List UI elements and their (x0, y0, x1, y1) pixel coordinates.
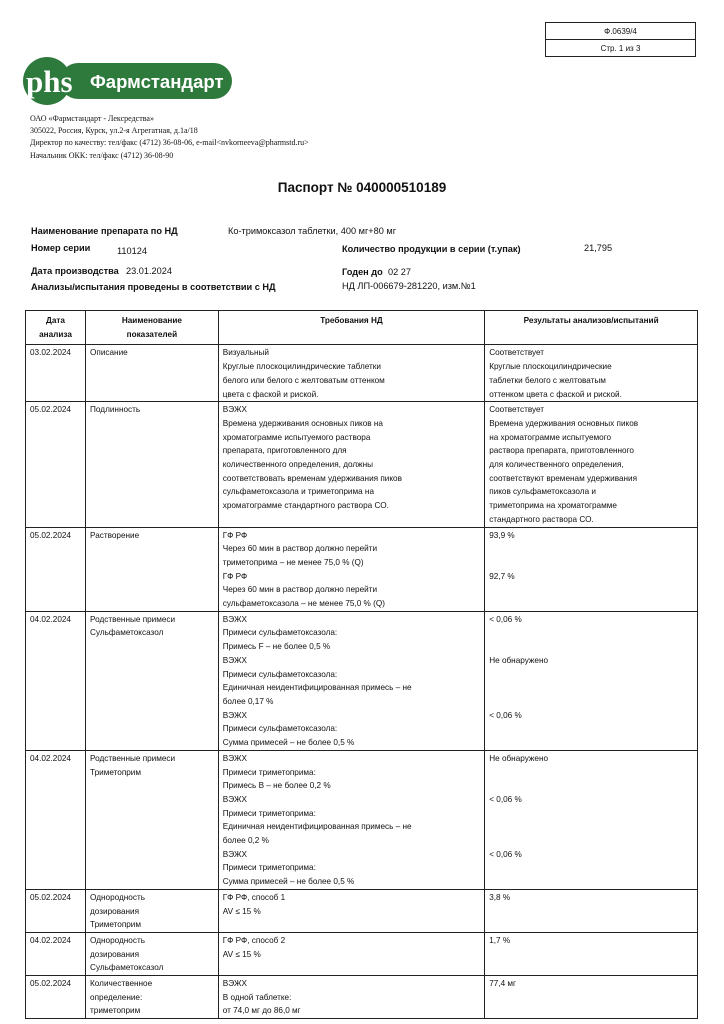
company-name: ОАО «Фармстандарт - Лексредства» (30, 114, 154, 123)
cell-indicator: Родственные примеси Сульфаметоксазол (86, 611, 219, 750)
header-date: Дата анализа (26, 311, 86, 345)
cell-requirements: ГФ РФ Через 60 мин в раствор должно перейти триметоприма – не менее 75,0 % (Q) ГФ РФ Через 60 мин в раствор должно перейти сульфаметоксазола – не менее 75,0 % (Q) (218, 527, 484, 611)
table-row (26, 750, 698, 889)
cell-requirements: ГФ РФ, способ 2 AV ≤ 15 % (218, 932, 484, 975)
production-date-label: Дата производства (31, 266, 119, 276)
expiry-value: 02 27 (388, 267, 411, 277)
logo-mark: phs (26, 64, 73, 99)
table-row (26, 976, 698, 1019)
table-row (26, 402, 698, 527)
cell-indicator: Однородность дозирования Триметоприм (86, 889, 219, 932)
page-counter: Стр. 1 из 3 (546, 40, 696, 57)
cell-results: Соответствует Времена удерживания основных пиков на хроматограмме испытуемого раствора препарата, приготовленного для количественного определения, соответствуют временам удерживания пиков сульфаметоксазола и триметоприма на хроматограмме стандартного раствора СО. (485, 402, 698, 527)
cell-requirements: ВЭЖХ Примеси сульфаметоксазола: Примесь F – не более 0,5 % ВЭЖХ Примеси сульфаметоксазола: Единичная неидентифицированная примесь – не более 0,17 % ВЭЖХ Примеси сульфаметоксазола: Сумма примесей – не более 0,5 % (218, 611, 484, 750)
cell-indicator: Однородность дозирования Сульфаметоксазол (86, 932, 219, 975)
passport-title: Паспорт № 040000510189 (277, 180, 447, 195)
production-date-value: 23.01.2024 (126, 266, 172, 276)
cell-results: Соответствует Круглые плоскоцилиндрические таблетки белого с желтоватым оттенком цвета с фаской и риской. (485, 345, 698, 402)
table-row (26, 611, 698, 750)
analysis-label: Анализы/испытания проведены в соответствии с НД (31, 282, 276, 292)
cell-results: Не обнаружено < 0,06 % < 0,06 % (485, 750, 698, 889)
header-requirements: Требования НД (218, 311, 484, 345)
product-value: Ко-тримоксазол таблетки, 400 мг+80 мг (228, 226, 397, 236)
table-row (26, 932, 698, 975)
product-label: Наименование препарата по НД (31, 226, 178, 236)
quantity-label: Количество продукции в серии (т.упак) (342, 244, 521, 254)
form-code-box (545, 22, 696, 57)
cell-date: 05.02.2024 (26, 527, 86, 611)
analysis-table (25, 310, 698, 1019)
analysis-value: НД ЛП-006679-281220, изм.№1 (342, 281, 476, 291)
cell-requirements: Визуальный Круглые плоскоцилиндрические таблетки белого или белого с желтоватым оттенком цвета с фаской и риской. (218, 345, 484, 402)
cell-date: 04.02.2024 (26, 611, 86, 750)
cell-indicator: Количественное определение: триметоприм (86, 976, 219, 1019)
cell-results: 93,9 % 92,7 % (485, 527, 698, 611)
cell-date: 05.02.2024 (26, 402, 86, 527)
cell-date: 04.02.2024 (26, 932, 86, 975)
table-row (26, 889, 698, 932)
cell-date: 03.02.2024 (26, 345, 86, 402)
cell-results: 77,4 мг (485, 976, 698, 1019)
header-results: Результаты анализов/испытаний (485, 311, 698, 345)
company-info (30, 113, 309, 162)
cell-requirements: ВЭЖХ Времена удерживания основных пиков на хроматограмме испытуемого раствора препарата, приготовленного для количественного определения, должны соответствовать временам удерживания пиков сульфаметоксазола и триметоприма на хроматограмме стандартного раствора СО. (218, 402, 484, 527)
table-row (26, 345, 698, 402)
company-address: 305022, Россия, Курск, ул.2-я Агрегатная, д.1а/18 (30, 126, 198, 136)
table-header-row (26, 311, 698, 345)
cell-requirements: ВЭЖХ Примеси триметоприма: Примесь B – не более 0,2 % ВЭЖХ Примеси триметоприма: Единичная неидентифицированная примесь – не более 0,2 % ВЭЖХ Примеси триметоприма: Сумма примесей – не более 0,5 % (218, 750, 484, 889)
cell-results: < 0,06 % Не обнаружено < 0,06 % (485, 611, 698, 750)
cell-indicator: Описание (86, 345, 219, 402)
cell-date: 05.02.2024 (26, 889, 86, 932)
cell-indicator: Родственные примеси Триметоприм (86, 750, 219, 889)
cell-requirements: ГФ РФ, способ 1 AV ≤ 15 % (218, 889, 484, 932)
cell-requirements: ВЭЖХ В одной таблетке: от 74,0 мг до 86,0 мг (218, 976, 484, 1019)
series-value: 110124 (117, 246, 147, 256)
table-row (26, 527, 698, 611)
header-indicator: Наименование показателей (86, 311, 219, 345)
qc-head-contact: Начальник ОКК: тел/факс (4712) 36-08-90 (30, 150, 174, 160)
cell-date: 04.02.2024 (26, 750, 86, 889)
cell-results: 1,7 % (485, 932, 698, 975)
pharmstandard-logo (22, 56, 234, 106)
logo-text: Фармстандарт (90, 71, 224, 92)
cell-indicator: Растворение (86, 527, 219, 611)
quality-director-contact: Директор по качеству: тел/факс (4712) 36-08-06, e-mail<nvkorneeva@pharmstd.ru> (30, 138, 309, 148)
cell-results: 3,8 % (485, 889, 698, 932)
form-code: Ф.0639/4 (546, 23, 696, 40)
quantity-value: 21,795 (584, 243, 613, 253)
cell-indicator: Подлинность (86, 402, 219, 527)
cell-date: 05.02.2024 (26, 976, 86, 1019)
series-label: Номер серии (31, 243, 91, 253)
expiry-label: Годен до (342, 267, 383, 277)
